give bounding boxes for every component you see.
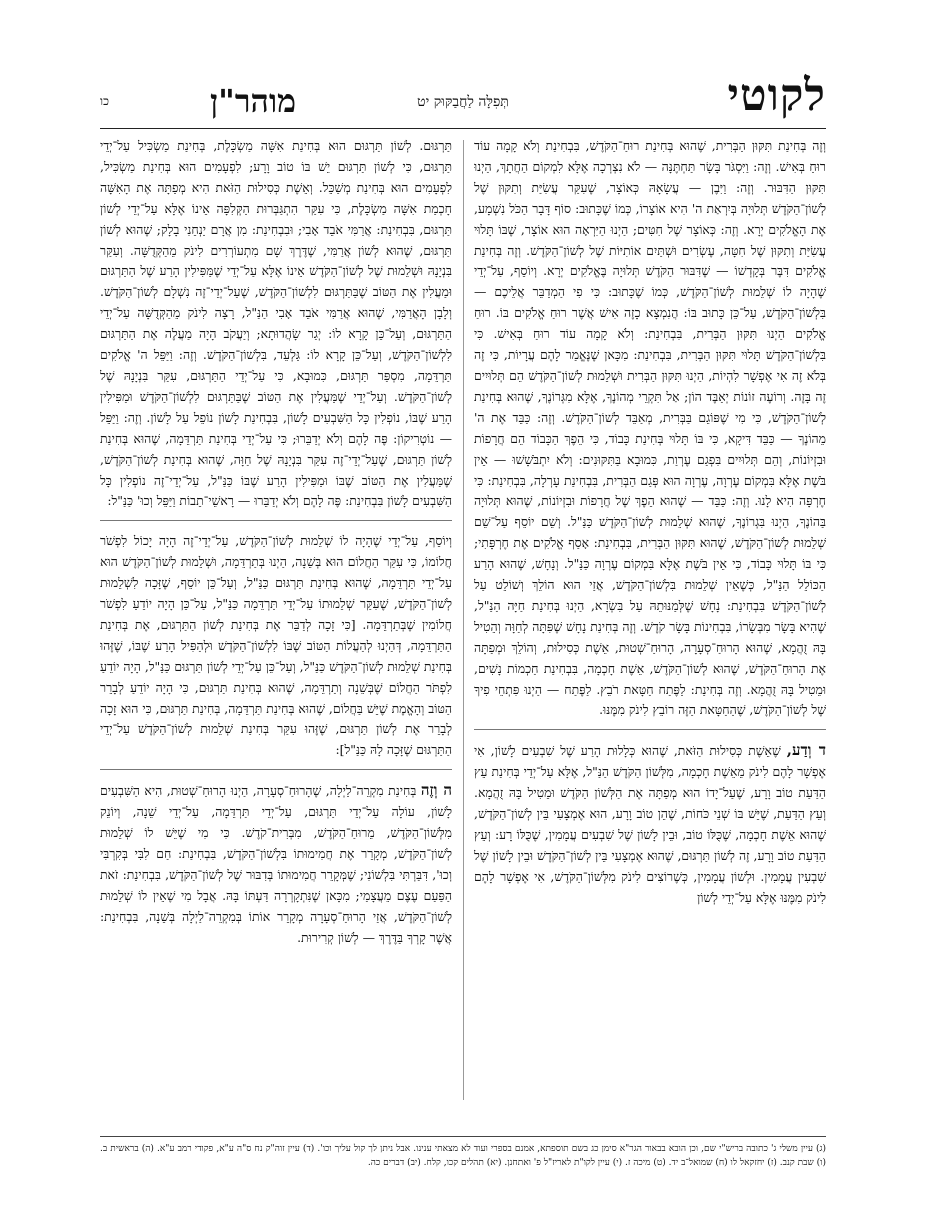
- section-divider: [474, 729, 826, 730]
- section-divider: [100, 520, 452, 521]
- left-column-paragraph: וְיוֹסֵף, עַל־יְדֵי שֶׁהָיָה לוֹ שְׁלֵמוּת לְשׁוֹן־הַקֹּדֶשׁ, עַל־יְדֵי־זֶה הָיָה יָכוֹל לִפְשֹׁר חֲלוֹמוֹ, כִּי עִקַּר הַחֲלוֹם הוּא בְּשֵׁנָה, הַיְנוּ בְּתַרְדֵּמָה, וּשְׁלֵמוּת לְשׁוֹן־הַקֹּדֶשׁ הוּא עַל־יְדֵי תַּרְדֵּמָה, שֶׁהוּא בְּחִינַת תַּרְגּוּם כַּנַּ"ל, וְעַל־כֵּן יוֹסֵף, שֶׁזָּכָה לִשְׁלֵמוּת לְשׁוֹן־הַקֹּדֶשׁ, שֶׁעִקַּר שְׁלֵמוּתוֹ עַל־יְדֵי תַּרְדֵּמָה כַּנַּ"ל, עַל־כֵּן הָיָה יוֹדֵעַ לִפְשֹׁר חֲלוֹמִין שֶׁבְּתַרְדֵּמָה. [כִּי זָכָה לְדַבֵּר אֶת בְּחִינַת לְשׁוֹן הַתַּרְגּוּם, אֶת בְּחִינַת הַתַּרְדֵּמָה, דְּהַיְנוּ לְהַעֲלוֹת הַטּוֹב שֶׁבּוֹ לִלְשׁוֹן־הַקֹּדֶשׁ וּלְהַפִּיל הָרַע שֶׁבּוֹ, שֶׁזֶּהוּ בְּחִינַת שְׁלֵמוּת לְשׁוֹן־הַקֹּדֶשׁ כַּנַּ"ל, וְעַל־כֵּן עַל־יְדֵי לְשׁוֹן תַּרְגּוּם כַּנַּ"ל, הָיָה יוֹדֵעַ לִפְתֹּר הַחֲלוֹם שֶׁבְּשֵׁנָה וְתַרְדֵּמָה, שֶׁהוּא בְּחִינַת תַּרְגּוּם, כִּי הָיָה יוֹדֵעַ לְבָרֵר הַטּוֹב וְהָאֱמֶת שֶׁיֵּשׁ בַּחֲלוֹם, שֶׁהוּא בְּחִינַת תַּרְדֵּמָה, בְּחִינַת תַּרְגּוּם, כִּי הוּא זָכָה לְבָרֵר אֶת לְשׁוֹן תַּרְגּוּם, שֶׁזֶּהוּ עִקַּר בְּחִינַת שְׁלֵמוּת לְשׁוֹן־הַקֹּדֶשׁ עַל־יְדֵי הַתַּרְגּוּם שֶׁזָּכָה לָהּ כַּנַּ"ל]:: [100, 533, 452, 758]
- section-text: בְּחִינַת מִקְרֵה־לַיְלָה, שֶׁהָרוּחַ־סְעָרָה, הַיְנוּ הָרוּחַ־שְׁטוּת, הִיא הַשִּׁבְעִים לָשׁוֹן, עוֹלָה עַל־יְדֵי תַּרְגּוּם, עַל־יְדֵי תַּרְדֵּמָה, עַל־יְדֵי שֵׁנָה, וְיוֹנֵק מִלְּשׁוֹן־הַקֹּדֶשׁ, מֵרוּחַ־הַקֹּדֶשׁ, מִבְּרִית־קֹדֶשׁ. כִּי מִי שֶׁיֵּשׁ לוֹ שְׁלֵמוּת לְשׁוֹן־הַקֹּדֶשׁ, מְקָרֵר אֶת חֲמִימוּתוֹ בִּלְשׁוֹן־הַקֹּדֶשׁ, בִּבְחִינַת: חַם לִבִּי בְּקִרְבִּי וְכוּ', דִּבַּרְתִּי בִּלְשׁוֹנִי; שֶׁמְּקָרֵר חֲמִימוּתוֹ בְּדִבּוּר שֶׁל לְשׁוֹן־הַקֹּדֶשׁ, בִּבְחִינַת: זֹאת הַפַּעַם עֶצֶם מֵעֲצָמַי; מִכָּאן שֶׁנִּתְקָרְרָה דַּעְתּוֹ בָּהּ. אֲבָל מִי שֶׁאֵין לוֹ שְׁלֵמוּת לְשׁוֹן־הַקֹּדֶשׁ, אֲזַי הָרוּחַ־סְעָרָה מְקָרֵר אוֹתוֹ בְּמִקְרֵה־לַיְלָה בְּשֵׁנָה, בִּבְחִינַת: אֲשֶׁר קָרְךָ בַּדֶּרֶךְ — לְשׁוֹן קְרִירוּת.: [100, 783, 452, 945]
- section-lead: ד וְדַע,: [786, 741, 826, 760]
- section-divider: [100, 769, 452, 770]
- section-text: שֶׁאֵשֶׁת כְּסִילוּת הַזֹּאת, שֶׁהוּא כְּלָלוּת הָרַע שֶׁל שִׁבְעִים לָשׁוֹן, אִי אֶפְשָׁר לָהֶם לִינֹק מֵאֵשֶׁת חָכְמָה, מִלְּשׁוֹן הַקֹּדֶשׁ הַנַּ"ל, אֶלָּא עַל־יְדֵי בְּחִינַת עֵץ הַדַּעַת טוֹב וָרָע, שֶׁעַל־יָדוֹ הוּא מְפַתָּה אֶת הַלְּשׁוֹן הַקֹּדֶשׁ וּמֵטִיל בָּהּ זֻהֲמָא. וְעֵץ הַדַּעַת, שֶׁיֵּשׁ בּוֹ שְׁנֵי כֹּחוֹת, שֶׁהֵן טוֹב וָרָע, הוּא אֶמְצָעִי בֵּין לְשׁוֹן־הַקֹּדֶשׁ, שֶׁהוּא אֵשֶׁת חָכְמָה, שֶׁכֻּלּוֹ טוֹב, וּבֵין לָשׁוֹן שֶׁל שִׁבְעִים עֲמָמִין, שֶׁכֻּלּוֹ רָע: וְעֵץ הַדַּעַת טוֹב וָרָע, זֶה לְשׁוֹן תַּרְגּוּם, שֶׁהוּא אֶמְצָעִי בֵּין לְשׁוֹן־הַקֹּדֶשׁ וּבֵין לָשׁוֹן שֶׁל שִׁבְעִין עֲמָמִין. וּלְשׁוֹן עֲמָמִין, כְּשֶׁרוֹצִים לִינֹק מִלְּשׁוֹן־הַקֹּדֶשׁ, אִי אֶפְשָׁר לָהֶם לִינֹק מִמֶּנּוּ אֶלָּא עַל־יְדֵי לְשׁוֹן: [474, 743, 826, 905]
- page-number: כו: [100, 94, 109, 108]
- left-column-paragraph: תַּרְגּוּם. לְשׁוֹן תַּרְגּוּם הוּא בְּחִינַת אִשָּׁה מַשְׂכָּלֶת, בְּחִינַת מַשְׂכִּיל עַל־יְדֵי תַּרְגּוּם, כִּי לְשׁוֹן תַּרְגּוּם יֵשׁ בּוֹ טוֹב וָרָע; לִפְעָמִים הוּא בְּחִינַת מַשְׂכִּיל, לִפְעָמִים הוּא בְּחִינַת מְשַׁכֵּל. וְאֵשֶׁת כְּסִילוּת הַזֹּאת הִיא מְפַתָּה אֶת הָאִשָּׁה חָכְמַת אִשָּׁה מַשְׂכָּלֶת, כִּי עִקַּר הִתְגַּבְּרוּת הַקְּלִפָּה אֵינוֹ אֶלָּא עַל־יְדֵי לְשׁוֹן תַּרְגּוּם, בִּבְחִינַת: אֲרַמִּי אֹבֵד אָבִי; וּבִבְחִינַת: מִן אֲרָם יַנְחֵנִי בָלָק; שֶׁהוּא לְשׁוֹן תַּרְגּוּם, שֶׁהוּא לְשׁוֹן אֲרַמִּי, שֶׁדֶּרֶךְ שָׁם מִתְעוֹרְרִים לִינֹק מֵהַקְּדֻשָּׁה. וְעִקַּר בִּנְיָנָהּ וּשְׁלֵמוּת שֶׁל לְשׁוֹן־הַקֹּדֶשׁ אֵינוֹ אֶלָּא עַל־יְדֵי שֶׁמַּפִּילִין הָרַע שֶׁל הַתַּרְגּוּם וּמַעֲלִין אֶת הַטּוֹב שֶׁבַּתַּרְגּוּם לִלְשׁוֹן־הַקֹּדֶשׁ, שֶׁעַל־יְדֵי־זֶה נִשְׁלָם לְשׁוֹן־הַקֹּדֶשׁ. וְלָבָן הָאֲרַמִּי, שֶׁהוּא אֲרַמִּי אֹבֵד אָבִי הַנַּ"ל, רָצָה לִינֹק מֵהַקְּדֻשָּׁה עַל־יְדֵי הַתַּרְגּוּם, וְעַל־כֵּן קָרָא לוֹ: יְגַר שָׂהֲדוּתָא; וְיַעֲקֹב הָיָה מַעֲלֶה אֶת הַתַּרְגּוּם לִלְשׁוֹן־הַקֹּדֶשׁ, וְעַל־כֵּן קָרָא לוֹ: גַּלְעֵד, בִּלְשׁוֹן־הַקֹּדֶשׁ. וְזֶה: וַיַּפֵּל ה' אֱלֹקִים תַּרְדֵּמָה, מִסְפַּר תַּרְגּוּם, כִּמוּבָא, כִּי עַל־יְדֵי הַתַּרְגּוּם, עִקַּר בִּנְיָנָהּ שֶׁל לְשׁוֹן־הַקֹּדֶשׁ. וְעַל־יְדֵי שֶׁמַּעֲלִין אֶת הַטּוֹב שֶׁבַּתַּרְגּוּם לִלְשׁוֹן־הַקֹּדֶשׁ וּמַפִּילִין הָרַע שֶׁבּוֹ, נוֹפְלִין כָּל הַשִּׁבְעִים לָשׁוֹן, בִּבְחִינַת לָשׁוֹן נוֹפֵל עַל לָשׁוֹן. וְזֶה: וַיַּפֵּל — נוֹטְרִיקוֹן: פֶּה לָהֶם וְלֹא יְדַבֵּרוּ; כִּי עַל־יְדֵי בְּחִינַת תַּרְדֵּמָה, שֶׁהוּא בְּחִינַת לְשׁוֹן תַּרְגּוּם, שֶׁעַל־יְדֵי־זֶה עִקַּר בִּנְיָנָהּ שֶׁל חַוָּה, שֶׁהוּא בְּחִינַת לְשׁוֹן־הַקֹּדֶשׁ, שֶׁמַּעֲלִין אֶת הַטּוֹב שֶׁבּוֹ וּמַפִּילִין הָרַע שֶׁבּוֹ כַּנַּ"ל, עַל־יְדֵי־זֶה נוֹפְלִין כָּל הַשִּׁבְעִים לָשׁוֹן בִּבְחִינַת: פֶּה לָהֶם וְלֹא יְדַבֵּרוּ — רָאשֵׁי־תֵבוֹת וַיַּפֵּל וְכוּ' כַּנַּ"ל:: [100, 138, 452, 509]
- right-column: [474, 136, 826, 1140]
- column-separator: [463, 140, 464, 1100]
- left-column: [100, 136, 452, 1140]
- section-lead: ה וְזֶה: [420, 781, 452, 800]
- right-column-paragraph: וְזֶה בְּחִינַת תִּקּוּן הַבְּרִית, שֶׁהוּא בְּחִינַת רוּחַ־הַקֹּדֶשׁ, בִּבְחִינַת וְלֹא קָמָה עוֹד רוּחַ בְּאִישׁ. וְזֶה: וַיִּסְגֹּר בָּשָׂר תַּחְתֶּנָּה — לֹא נִצְרְכָה אֶלָּא לִמְקוֹם הַחֲתָךְ, הַיְנוּ תִּקּוּן הַדִּבּוּר. וְזֶה: וַיִּבֶן — עֲשָׂאָהּ כְּאוֹצָר, שֶׁעִקַּר עֲשִׂיַּת וְתִקּוּן שֶׁל לְשׁוֹן־הַקֹּדֶשׁ תְּלוּיָה בְּיִרְאַת ה' הִיא אוֹצָרוֹ, כְּמוֹ שֶׁכָּתוּב: סוֹף דָּבָר הַכֹּל נִשְׁמָע, אֶת הָאֱלֹקִים יְרָא. וְזֶה: כְּאוֹצָר שֶׁל חִטִּים; הַיְנוּ הַיִּרְאָה הוּא אוֹצָר, שֶׁבּוֹ תָּלוּי עֲשִׂיַּת וְתִקּוּן שֶׁל חִטָּה, עֶשְׂרִים וּשְׁתַּיִם אוֹתִיּוֹת שֶׁל לְשׁוֹן־הַקֹּדֶשׁ. וְזֶה בְּחִינַת אֱלֹקִים דִּבֶּר בְּקָדְשׁוֹ — שֶׁדִּבּוּר הַקֹּדֶשׁ תְּלוּיָה בֶּאֱלֹקִים יְרָא. וְיוֹסֵף, עַל־יְדֵי שֶׁהָיָה לוֹ שְׁלֵמוּת לְשׁוֹן־הַקֹּדֶשׁ, כְּמוֹ שֶׁכָּתוּב: כִּי פִי הַמְדַבֵּר אֲלֵיכֶם — בִּלְשׁוֹן־הַקֹּדֶשׁ, עַל־כֵּן כָּתוּב בּוֹ: הֲנִמְצָא כָזֶה אִישׁ אֲשֶׁר רוּחַ אֱלֹקִים בּוֹ. רוּחַ אֱלֹקִים הַיְנוּ תִּקּוּן הַבְּרִית, בִּבְחִינַת: וְלֹא קָמָה עוֹד רוּחַ בְּאִישׁ. כִּי בִּלְשׁוֹן־הַקֹּדֶשׁ תָּלוּי תִּקּוּן הַבְּרִית, בִּבְחִינַת: מִכָּאן שֶׁנֶּאֱמַר לָהֶם עֲרָיוֹת, כִּי זֶה בְּלֹא זֶה אִי אֶפְשָׁר לִהְיוֹת, הַיְנוּ תִּקּוּן הַבְּרִית וּשְׁלֵמוּת לְשׁוֹן־הַקֹּדֶשׁ הֵם תְּלוּיִים זֶה בָּזֶה. וְרוֹעֶה זוֹנוֹת יְאַבֶּד הוֹן; אַל תִּקְרֵי מְהוֹנֶךָ, אֶלָּא מִגְּרוֹנֶךָ, שֶׁהוּא בְּחִינַת לְשׁוֹן־הַקֹּדֶשׁ, כִּי מִי שֶׁפּוֹגֵם בַּבְּרִית, מְאַבֵּד לְשׁוֹן־הַקֹּדֶשׁ. וְזֶה: כַּבֵּד אֶת ה' מֵהוֹנֶךָ — כַּבֵּד דִּיקָא, כִּי בּוֹ תָּלוּי בְּחִינַת כָּבוֹד, כִּי הֵפֶךְ הַכָּבוֹד הֵם חֲרָפוֹת וּבִזְיוֹנוֹת, וְהֵם תְּלוּיִים בִּפְגַם עֶרְוַת, כִּמוּבָא בַּתִּקּוּנִים: וְלֹא יִתְבֹּשָׁשׁוּ — אֵין בֹּשֶׁת אֶלָּא בִּמְקוֹם עֶרְוָה, עֶרְוָה הוּא פְּגַם הַבְּרִית, בִּבְחִינַת עָרְלָה, בִּבְחִינַת: כִּי חֶרְפָּה הִיא לָנוּ. וְזֶה: כַּבֵּד — שֶׁהוּא הֵפֶךְ שֶׁל חֲרָפוֹת וּבִזְיוֹנוֹת, שֶׁהוּא תְּלוּיָה בַּהוֹנֶךָ, הַיְנוּ בִּגְרוֹנֶךָ, שֶׁהוּא שְׁלֵמוּת לְשׁוֹן־הַקֹּדֶשׁ כַּנַּ"ל. וְשֵׁם יוֹסֵף עַל־שֵׁם שְׁלֵמוּת לְשׁוֹן־הַקֹּדֶשׁ, שֶׁהוּא תִּקּוּן הַבְּרִית, בִּבְחִינַת: אָסַף אֱלֹקִים אֶת חֶרְפָּתִי; כִּי בּוֹ תָּלוּי כָּבוֹד, כִּי אֵין בֹּשֶׁת אֶלָּא בִּמְקוֹם עֶרְוָה כַּנַּ"ל. וְנָחָשׁ, שֶׁהוּא הָרַע הַכּוֹלֵל הַנַּ"ל, כְּשֶׁאֵין שְׁלֵמוּת בִּלְשׁוֹן־הַקֹּדֶשׁ, אֲזַי הוּא הוֹלֵךְ וְשׁוֹלֵט עַל לְשׁוֹן־הַקֹּדֶשׁ בִּבְחִינַת: נָחָשׁ שֶׁלְּמַנּוּתֵהּ עַל בִּשְׂרָא, הַיְנוּ בְּחִינַת חַיָּה הַנַּ"ל, שֶׁהִיא בָּשָׂר מִבְּשָׂרוֹ, בִּבְחִינוֹת בָּשָׂר קֹדֶשׁ. וְזֶה בְּחִינַת נָחָשׁ שֶׁפִּתָּה לְחַוָּה וְהֵטִיל בָּהּ זֻהֲמָא, שֶׁהוּא הָרוּחַ־סְעָרָה, הָרוּחַ־שְׁטוּת, אֵשֶׁת כְּסִילוּת, וְהוֹלֵךְ וּמְפַתָּה אֶת הָרוּחַ־הַקֹּדֶשׁ, שֶׁהוּא לְשׁוֹן־הַקֹּדֶשׁ, אֵשֶׁת חָכְמָה, בִּבְחִינַת חַכְמוֹת נָשִׁים, וּמֵטִיל בָּהּ זֻהֲמָא. וְזֶה בְּחִינַת: לַפֶּתַח חַטָּאת רֹבֵץ. לַפֶּתַח — הַיְנוּ פִּתְחֵי פִיךָ שֶׁל לְשׁוֹן־הַקֹּדֶשׁ, שֶׁהַחַטָּאת הַזֶּה רוֹבֵץ לִינֹק מִמֶּנּוּ.: [474, 138, 826, 718]
- footnote-rule: [100, 1136, 826, 1137]
- chapter-title: תְּפִלָּה לַחֲבַקּוּק יט: [417, 94, 509, 110]
- page-header: [100, 56, 826, 126]
- right-column-section: [474, 740, 826, 908]
- book-title-right: לקוטי: [727, 70, 826, 121]
- header-rule: [100, 128, 826, 129]
- left-column-section: [100, 780, 452, 948]
- footnotes: (ג) עיין משלי ג' כתובה בריש"י שם, וכן הובא בבאור הגר"א סימן כג בשם תוספתא, אמנם בספרי ועוד לא מצאתי ענינו. אבל ניתן לך קול עליך וכו'. (ד) עיין זוה"ק נח ס"ה ע"א, פקודי רמב ע"א. (ה) בראשית ב. (ו) שבת קנב. (ז) יחזקאל לו (ח) שמואל־ב יד. (ט) מיכה ז. (י) עיין לקו"ת לאריז"ל פ' ואתחנן. (יא) תהלים קכו, קלח. (יב) דברים כה.: [100, 1144, 826, 1168]
- book-title-left: מוהר"ן: [210, 82, 297, 120]
